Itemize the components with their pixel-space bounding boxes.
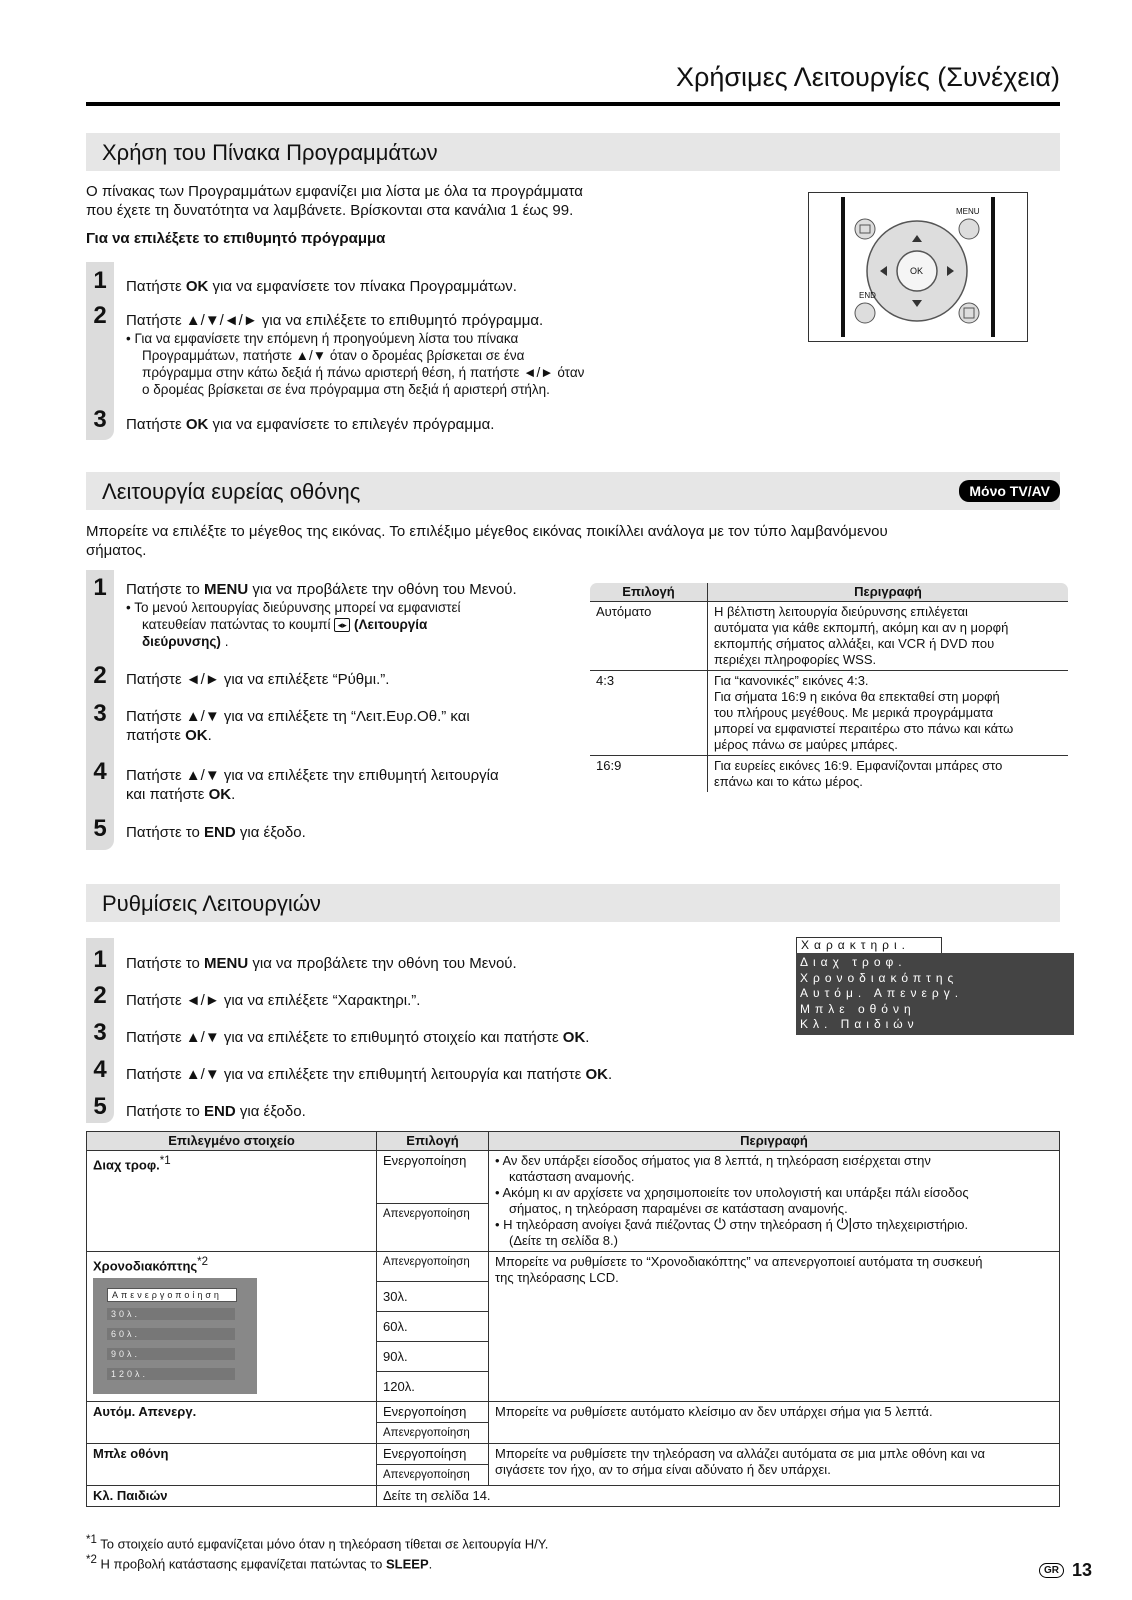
table-row: [590, 602, 1069, 671]
bullet-line: κατευθείαν πατώντας το κουμπί ◂▸ (Λειτουργία: [142, 617, 428, 632]
intro-line: σήματος.: [86, 542, 147, 559]
item-cell: Αυτόμ. Απενεργ.: [87, 1402, 377, 1444]
program-table-intro: [86, 182, 776, 220]
description-cell: Η βέλτιστη λειτουργία διεύρυνσης επιλέγεται αυτόματα για κάθε εκπομπή, ακόμη και αν η μορφή εκπομπής σήματος αλλάξει, και VCR ή DVD που περιέχει πληροφορίες WSS.: [708, 602, 1069, 671]
description-cell: Μπορείτε να ρυθμίσετε το “Χρονοδιακόπτης” να απενεργοποιεί αυτόματα τη συσκευή της τηλεόρασης LCD.: [489, 1252, 1060, 1402]
step-number: 5: [93, 815, 107, 842]
osd-timer-option: 30λ.: [107, 1308, 235, 1320]
end-key-label: END: [859, 291, 876, 300]
option-cell: 30λ.: [377, 1282, 489, 1312]
description-cell: Για “κανονικές” εικόνες 4:3. Για σήματα 16:9 η εικόνα θα επεκταθεί στη μορφή του πλήρους μεγέθους. Με μερικά προγράμματα μπορεί να εμφανιστεί περαιτέρω στο πάνω και κάτω μέρος πάνω σε μαύρες μπάρες.: [708, 671, 1069, 756]
osd-timer-option: 60λ.: [107, 1328, 235, 1340]
wide-mode-table: [589, 582, 1069, 793]
item-cell: Κλ. Παιδιών: [87, 1486, 377, 1507]
column-header: Περιγραφή: [708, 583, 1069, 602]
section-title-wide-mode: Λειτουργία ευρείας οθόνης: [102, 479, 361, 504]
osd-menu: [796, 953, 1074, 1035]
step-text: Πατήστε το END για έξοδο.: [126, 824, 306, 841]
step-text: Πατήστε ◄/► για να επιλέξετε “Χαρακτηρι.”.: [126, 992, 421, 1009]
step-text: Πατήστε ◄/► για να επιλέξετε “Ρύθμι.”.: [126, 671, 390, 688]
table-row: [590, 671, 1069, 756]
column-header: Επιλογή: [590, 583, 708, 602]
description-cell: Μπορείτε να ρυθμίσετε αυτόματο κλείσιμο αν δεν υπάρχει σήμα για 5 λεπτά.: [489, 1402, 1060, 1444]
osd-menu-item: Μπλε οθόνη: [800, 1001, 916, 1016]
table-header-row: [590, 583, 1069, 602]
option-cell: Αυτόματο: [590, 602, 708, 671]
osd-menu-item: Κλ. Παιδιών: [800, 1017, 919, 1031]
step-number: 1: [93, 946, 107, 973]
osd-menu-header: Χαρακτηρι.: [796, 937, 942, 954]
step-text: Πατήστε ▲/▼ για να επιλέξετε το επιθυμητό στοιχείο και πατήστε OK.: [126, 1029, 590, 1046]
language-badge: GR: [1039, 1563, 1064, 1578]
item-cell: Χρονοδιακόπτης$^{*2}$ Απενεργοποίηση 30λ. 60λ. 90λ. 120λ.: [87, 1252, 377, 1402]
description-cell: Δείτε τη σελίδα 14.: [377, 1486, 1060, 1507]
intro-line: Ο πίνακας των Προγραμμάτων εμφανίζει μια λίστα με όλα τα προγράμματα: [86, 183, 583, 200]
step-number: 4: [93, 758, 107, 785]
option-cell: 4:3: [590, 671, 708, 756]
option-cell: 90λ.: [377, 1342, 489, 1372]
intro-line: που έχετε τη δυνατότητα να λαμβάνετε. Βρίσκονται στα κανάλια 1 έως 99.: [86, 202, 574, 219]
title-rule: [86, 102, 1060, 106]
step-text: Πατήστε OK για να εμφανίσετε τον πίνακα Προγραμμάτων.: [126, 278, 517, 295]
sleep-timer-osd: [93, 1278, 257, 1394]
section-title-program-table: Χρήση του Πίνακα Προγραμμάτων: [102, 140, 438, 165]
page-title: Χρήσιμες Λειτουργίες (Συνέχεια): [676, 62, 1060, 92]
bullet-line: ο δρομέας βρίσκεται σε ένα πρόγραμμα στη δεξιά ή αριστερή στήλη.: [142, 382, 550, 397]
table-row: [87, 1151, 1060, 1204]
step-number: 4: [93, 1056, 107, 1083]
function-settings-table: [86, 1131, 1060, 1507]
step-number: 2: [93, 302, 107, 329]
osd-timer-option: 90λ.: [107, 1348, 235, 1360]
step-text: [126, 766, 499, 804]
description-cell: Μπορείτε να ρυθμίσετε την τηλεόραση να αλλάζει αυτόματα σε μια μπλε οθόνη και να σιγάσετε τον ήχο, αν το σήμα είναι αδύνατο ή δεν υπάρχει.: [489, 1444, 1060, 1486]
power-icon: ⏻: [713, 1216, 726, 1233]
footnote-2: $^{*2}$ Η προβολή κατάστασης εμφανίζεται πατώντας το SLEEP.: [86, 1554, 433, 1572]
page-number: 13: [1071, 1560, 1092, 1580]
step-text: Πατήστε το END για έξοδο.: [126, 1103, 306, 1120]
osd-timer-option: 120λ.: [107, 1368, 235, 1380]
table-row: [87, 1444, 1060, 1465]
tv-av-only-badge: Μόνο TV/AV: [959, 480, 1060, 502]
section-title-function-settings: Ρυθμίσεις Λειτουργιών: [102, 891, 321, 916]
osd-menu-item: Διαχ τροφ.: [800, 955, 907, 969]
option-cell: Απενεργοποίηση: [377, 1423, 489, 1444]
step-number: 3: [93, 700, 107, 727]
option-cell: Ενεργοποίηση: [377, 1151, 489, 1204]
intro-line: Μπορείτε να επιλέξτε το μέγεθος της εικόνας. Το επιλέξιμο μέγεθος εικόνας ποικίλλει ανάλογα με τον τύπο λαμβανόμενου: [86, 523, 888, 540]
step-line: και πατήστε OK.: [126, 786, 236, 803]
step-number: 1: [93, 267, 107, 294]
option-cell: 60λ.: [377, 1312, 489, 1342]
menu-key-label: MENU: [956, 207, 980, 216]
wide-mode-intro: [86, 522, 1066, 560]
item-cell: Διαχ τροφ.$^{*1}$: [87, 1151, 377, 1252]
step-number: 3: [93, 406, 107, 433]
bullet-line: πρόγραμμα στην κάτω δεξιά ή πάνω αριστερή θέση, ή πατήστε ◄/► όταν: [142, 365, 585, 380]
option-cell: 120λ.: [377, 1372, 489, 1402]
description-cell: • Αν δεν υπάρξει είσοδος σήματος για 8 λεπτά, η τηλεόραση εισέρχεται στην κατάσταση αναμονής. • Ακόμη κι αν αρχίσετε να χρησιμοποιείτε τον υπολογιστή και υπάρξει πάλι είσοδος σήματος, η τηλεόραση παραμένει σε κατάσταση αναμονής. • Η τηλεόραση ανοίγει ξανά πιέζοντας ⏻ στην τηλεόραση ή ⏻|στο τηλεχειριστήριο. (Δείτε τη σελίδα 8.): [489, 1151, 1060, 1252]
step-text: [126, 707, 470, 745]
option-cell: 16:9: [590, 756, 708, 793]
wide-mode-button-icon: ◂▸: [334, 618, 350, 632]
osd-menu-item: Χρονοδιακόπτης: [800, 970, 959, 985]
step-line: Πατήστε ▲/▼ για να επιλέξετε την επιθυμητή λειτουργία: [126, 767, 499, 784]
footnote-1: $^{*1}$ Το στοιχείο αυτό εμφανίζεται μόνο όταν η τηλεόραση τίθεται σε λειτουργία Η/Υ.: [86, 1534, 549, 1552]
bullet-line: • Για να εμφανίσετε την επόμενη ή προηγούμενη λίστα του πίνακα: [126, 331, 519, 346]
table-row: [87, 1252, 1060, 1282]
column-header: Επιλεγμένο στοιχείο: [87, 1132, 377, 1151]
table-header-row: [87, 1132, 1060, 1151]
ok-key-label: OK: [910, 266, 924, 276]
step-number: 3: [93, 1019, 107, 1046]
step-line: πατήστε OK.: [126, 727, 212, 744]
program-table-subheading: Για να επιλέξετε το επιθυμητό πρόγραμμα: [86, 230, 386, 247]
step-number: 2: [93, 662, 107, 689]
step-text: Πατήστε ▲/▼ για να επιλέξετε την επιθυμητή λειτουργία και πατήστε OK.: [126, 1066, 613, 1083]
step-number: 1: [93, 574, 107, 601]
bullet-line: • Το μενού λειτουργίας διεύρυνσης μπορεί να εμφανιστεί: [126, 600, 461, 615]
step-number: 2: [93, 982, 107, 1009]
step-text: Πατήστε το MENU για να προβάλετε την οθόνη του Μενού.: [126, 955, 517, 972]
table-row: [87, 1402, 1060, 1423]
step-bullet: [126, 330, 584, 398]
bullet-line: διεύρυνσης) .: [142, 634, 229, 649]
column-header: Περιγραφή: [489, 1132, 1060, 1151]
step-text: Πατήστε το MENU για να προβάλετε την οθόνη του Μενού.: [126, 581, 517, 598]
bullet-line: Προγραμμάτων, πατήστε ▲/▼ όταν ο δρομέας βρίσκεται σε ένα: [142, 348, 525, 363]
step-text: Πατήστε ▲/▼/◄/► για να επιλέξετε το επιθυμητό πρόγραμμα.: [126, 312, 544, 329]
step-number: 5: [93, 1093, 107, 1120]
option-cell: Απενεργοποίηση: [377, 1203, 489, 1251]
step-line: Πατήστε ▲/▼ για να επιλέξετε τη “Λειτ.Ευρ.Οθ.” και: [126, 708, 470, 725]
option-cell: Απενεργοποίηση: [377, 1465, 489, 1486]
step-bullet: [126, 599, 461, 650]
table-row: [87, 1486, 1060, 1507]
remote-control-illustration: [808, 192, 1028, 342]
option-cell: Ενεργοποίηση: [377, 1444, 489, 1465]
option-cell: Ενεργοποίηση: [377, 1402, 489, 1423]
standby-icon: ⏻|: [836, 1216, 853, 1233]
description-cell: Για ευρείες εικόνες 16:9. Εμφανίζονται μπάρες στο επάνω και το κάτω μέρος.: [708, 756, 1069, 793]
page-footer: [1039, 1560, 1092, 1581]
item-cell: Μπλε οθόνη: [87, 1444, 377, 1486]
table-row: [590, 756, 1069, 793]
footnotes: [86, 1532, 548, 1573]
option-cell: Απενεργοποίηση: [377, 1252, 489, 1282]
osd-menu-item: Αυτόμ. Απενεργ.: [800, 986, 964, 1000]
step-text: Πατήστε OK για να εμφανίσετε το επιλεγέν πρόγραμμα.: [126, 416, 495, 433]
column-header: Επιλογή: [377, 1132, 489, 1151]
osd-timer-option: Απενεργοποίηση: [107, 1288, 237, 1302]
